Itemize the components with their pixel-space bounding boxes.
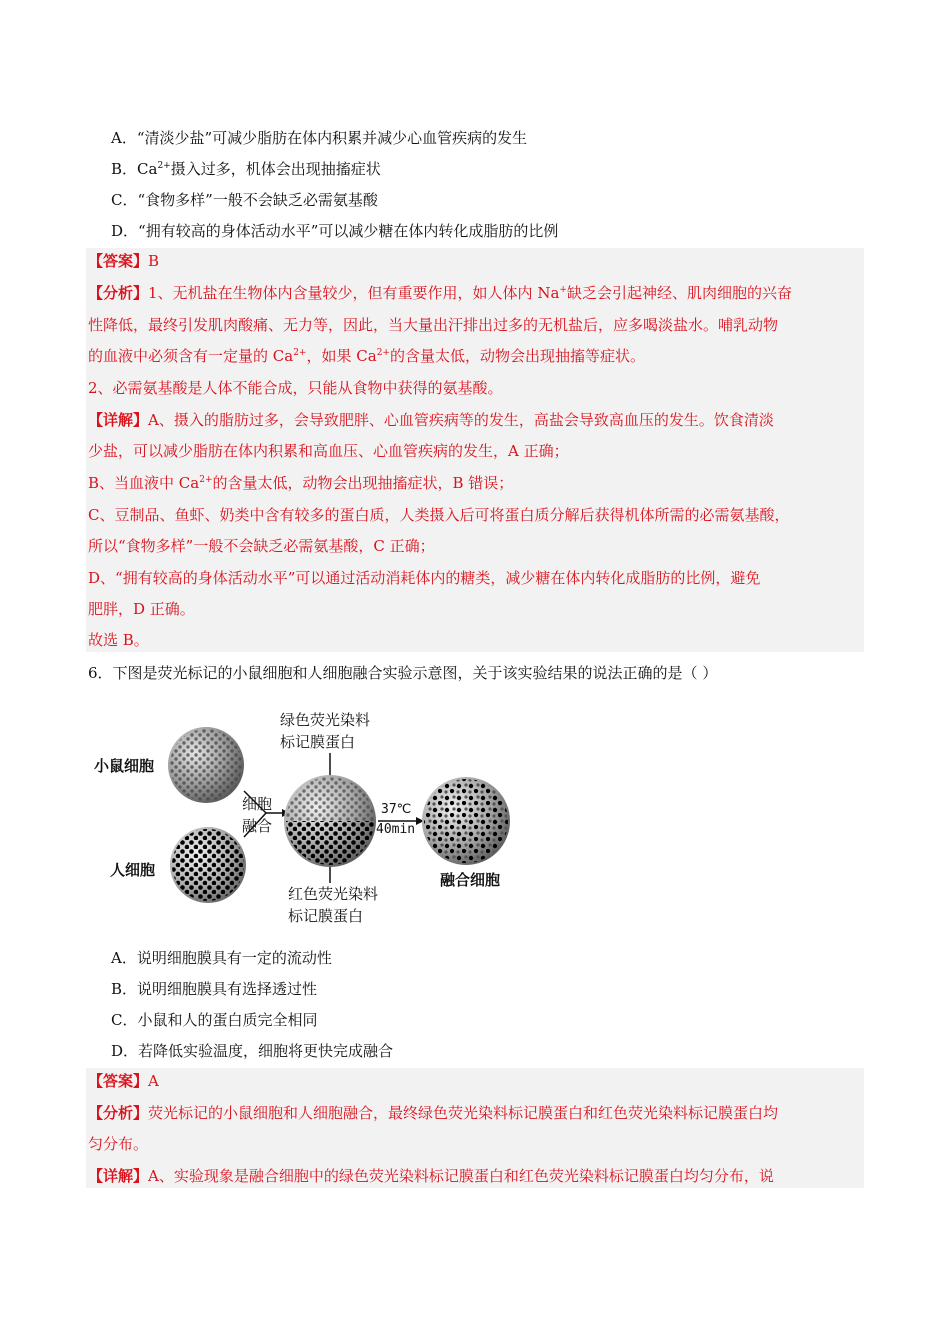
q5-detail-line: D、“拥有较高的身体活动水平”可以通过活动消耗体内的糖类，减少糖在体内转化成脂肪的比例，避免 bbox=[88, 569, 761, 587]
q5-option-a: A．“清淡少盐”可减少脂肪在体内积累并减少心血管疾病的发生 bbox=[111, 129, 528, 147]
q6-analysis-line: 【分析】荧光标记的小鼠细胞和人细胞融合，最终绿色荧光染料标记膜蛋白和红色荧光染料标记膜蛋白均 bbox=[88, 1104, 779, 1122]
fused-cell-icon bbox=[422, 777, 510, 865]
q6-option-c: C．小鼠和人的蛋白质完全相同 bbox=[111, 1011, 318, 1029]
q5-analysis-line: 【分析】1、无机盐在生物体内含量较少，但有重要作用，如人体内 Na+缺乏会引起神经、肌肉细胞的兴奋 bbox=[88, 284, 792, 302]
green-label-line-1: 绿色荧光染料 bbox=[280, 711, 371, 729]
q5-answer: 【答案】B bbox=[88, 252, 160, 270]
mouse-cell-label: 小鼠细胞 bbox=[94, 757, 155, 775]
fusion-step-label-1: 细胞 bbox=[242, 795, 273, 813]
q5-detail-line: B、当血液中 $Ca^{2+}$的含量太低，动物会出现抽搐症状，B 错误； bbox=[88, 474, 514, 492]
cell-fusion-diagram bbox=[90, 705, 530, 935]
q5-detail-line: 肥胖，D 正确。 bbox=[88, 600, 195, 618]
q5-option-b: B．$Ca^{2+}$摄入过多，机体会出现抽搐症状 bbox=[111, 160, 381, 178]
q5-analysis-line: 的血液中必须含有一定量的 $Ca^{2+}$，如果 $Ca^{2+}$的含量太低，动物会出现抽搐等症状。 bbox=[88, 347, 645, 365]
q5-detail-line: C、豆制品、鱼虾、奶类中含有较多的蛋白质，人类摄入后可将蛋白质分解后获得机体所需的必需氨基酸， bbox=[88, 506, 790, 524]
q5-solution-block bbox=[86, 248, 864, 652]
fused-cell-label: 融合细胞 bbox=[440, 871, 501, 889]
q5-option-c: C．“食物多样”一般不会缺乏必需氨基酸 bbox=[111, 191, 378, 209]
q5-detail-line: 所以“食物多样”一般不会缺乏必需氨基酸，C 正确； bbox=[88, 537, 435, 555]
q6-option-d: D．若降低实验温度，细胞将更快完成融合 bbox=[111, 1042, 394, 1060]
q5-conclusion: 故选 B。 bbox=[88, 631, 149, 649]
q5-option-d: D．“拥有较高的身体活动水平”可以减少糖在体内转化成脂肪的比例 bbox=[111, 222, 559, 240]
q6-solution-block bbox=[86, 1068, 864, 1188]
green-label-line-2: 标记膜蛋白 bbox=[280, 733, 356, 751]
red-label-line-2: 标记膜蛋白 bbox=[288, 907, 364, 925]
q5-analysis-line: 性降低，最终引发肌肉酸痛、无力等，因此，当大量出汗排出过多的无机盐后，应多喝淡盐水。哺乳动物 bbox=[88, 316, 779, 334]
human-cell-icon bbox=[170, 827, 246, 903]
q5-analysis-line: 2、必需氨基酸是人体不能合成，只能从食物中获得的氨基酸。 bbox=[88, 379, 503, 397]
q6-detail-line: 【详解】A、实验现象是融合细胞中的绿色荧光染料标记膜蛋白和红色荧光染料标记膜蛋白均匀分布，说 bbox=[88, 1167, 774, 1185]
q6-option-a: A．说明细胞膜具有一定的流动性 bbox=[111, 949, 332, 967]
condition-time-label: 40min bbox=[376, 822, 416, 837]
condition-temp-label: 37℃ bbox=[381, 802, 412, 817]
q5-detail-line: 【详解】A、摄入的脂肪过多，会导致肥胖、心血管疾病等的发生，高盐会导致高血压的发生。饮食清淡 bbox=[88, 411, 774, 429]
red-label-line-1: 红色荧光染料 bbox=[288, 885, 379, 903]
human-cell-label: 人细胞 bbox=[110, 861, 156, 879]
q5-detail-line: 少盐，可以减少脂肪在体内积累和高血压、心血管疾病的发生，A 正确； bbox=[88, 442, 569, 460]
mouse-cell-icon bbox=[168, 727, 244, 803]
q6-answer: 【答案】A bbox=[88, 1072, 159, 1090]
fusion-step-label-2: 融合 bbox=[242, 817, 273, 835]
q6-stem: 6．下图是荧光标记的小鼠细胞和人细胞融合实验示意图，关于该实验结果的说法正确的是（ ） bbox=[88, 664, 718, 682]
q6-analysis-line: 匀分布。 bbox=[88, 1135, 149, 1153]
fusing-cell-icon bbox=[284, 775, 376, 867]
q6-option-b: B．说明细胞膜具有选择透过性 bbox=[111, 980, 318, 998]
